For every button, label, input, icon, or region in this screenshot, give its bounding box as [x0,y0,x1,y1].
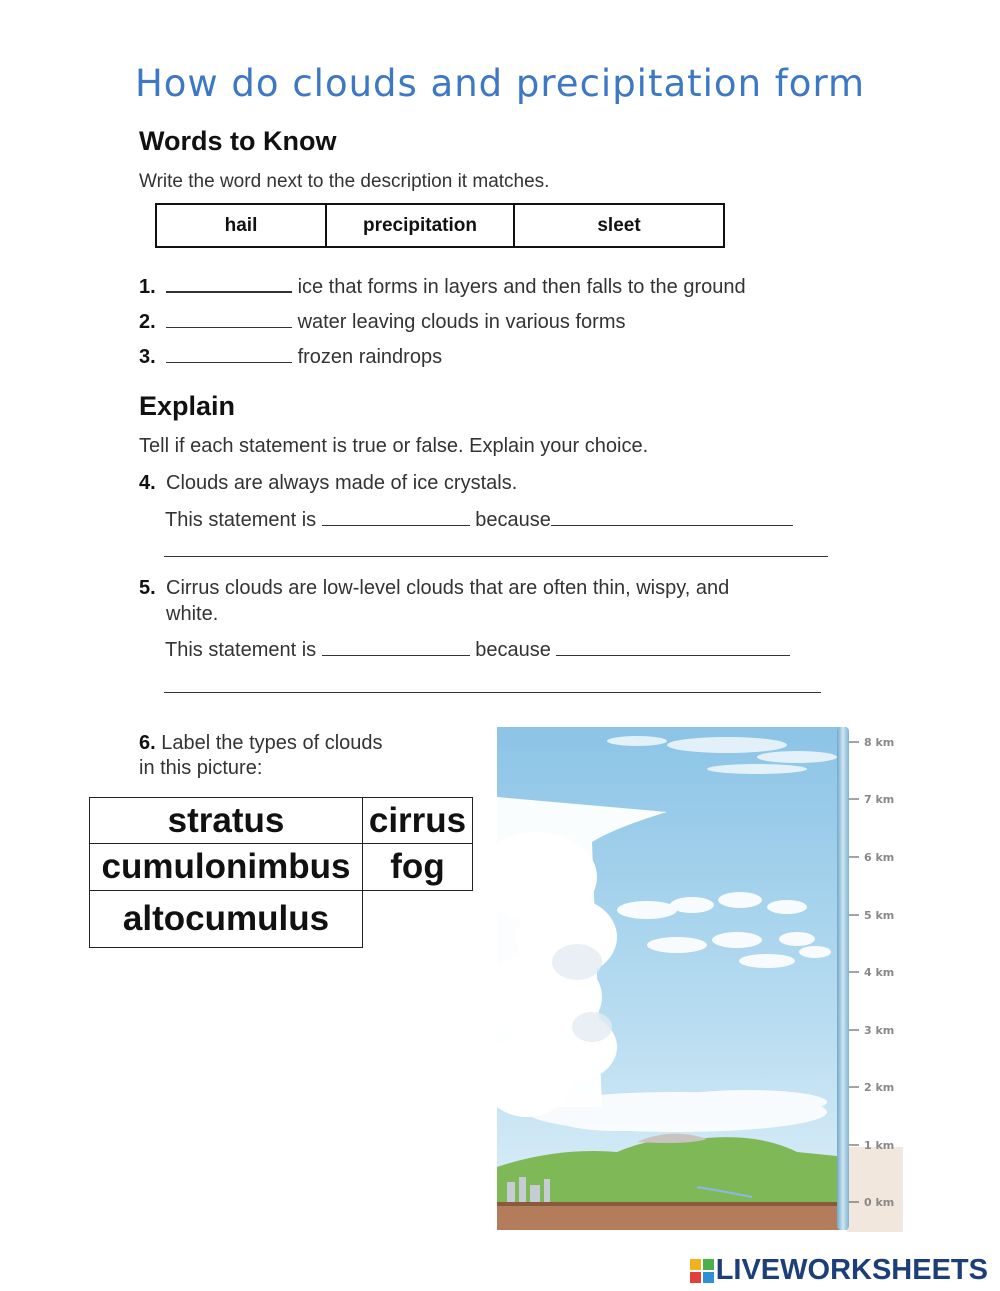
question-3 [139,344,442,369]
label-fog[interactable]: fog [362,843,473,891]
scale-label-7: 7 km [864,793,895,806]
scale-label-1: 1 km [864,1139,895,1152]
q4-true-false-blank[interactable] [322,507,470,526]
q4-answer-line [165,507,793,532]
q5-true-false-blank[interactable] [322,637,470,656]
question-6 [139,731,383,781]
q5-reason-line-2[interactable] [164,692,821,693]
question-text: Cirrus clouds are low-level clouds that are often thin, wispy, and [166,577,730,599]
q4-reason-blank[interactable] [551,507,793,526]
label-cumulonimbus[interactable]: cumulonimbus [89,843,363,891]
q5-reason-blank[interactable] [556,637,790,656]
question-number: 1. [139,276,156,298]
liveworksheets-logo [690,1254,988,1287]
explain-instruction: Tell if each statement is true or false. Explain your choice. [139,435,649,457]
question-number: 3. [139,346,156,368]
logo-icon [690,1259,714,1283]
question-4 [139,472,517,495]
explain-heading: Explain [139,391,236,421]
word-bank-precipitation: precipitation [327,205,515,246]
word-bank [155,203,725,248]
question-text: Label the types of clouds [161,732,383,754]
soil [497,1202,847,1230]
scale-label-4: 4 km [864,966,895,979]
label-stratus[interactable]: stratus [89,797,363,844]
question-number: 5. [139,577,156,599]
question-text: frozen raindrops [297,346,443,368]
page-title: How do clouds and precipitation form [134,62,866,105]
answer-blank-2[interactable] [166,309,292,328]
label-cirrus[interactable]: cirrus [362,797,473,844]
scale-label-8: 8 km [864,736,895,749]
question-5 [139,575,729,627]
words-instruction: Write the word next to the description it matches. [139,171,550,192]
answer-blank-1[interactable] [166,273,292,293]
word-bank-sleet: sleet [597,214,641,236]
scale-label-6: 6 km [864,851,895,864]
question-2 [139,309,625,334]
question-text: Clouds are always made of ice crystals. [166,472,518,494]
scale-label-0: 0 km [864,1196,895,1209]
question-text: water leaving clouds in various forms [297,311,626,333]
word-bank-hail: hail [157,205,327,246]
statement-prefix: This statement is [165,509,317,531]
statement-prefix: This statement is [165,639,317,661]
scale-label-2: 2 km [864,1081,895,1094]
label-altocumulus[interactable]: altocumulus [89,890,363,948]
question-number: 6. [139,732,156,754]
because-label: because [475,509,551,531]
answer-blank-3[interactable] [166,344,292,363]
question-text-cont: white. [166,603,219,625]
scale-label-5: 5 km [864,909,895,922]
question-number: 4. [139,472,156,494]
question-1 [139,273,746,299]
question-text: ice that forms in layers and then falls to the ground [297,276,746,298]
because-label: because [475,639,551,661]
cloud-diagram [497,727,903,1232]
altitude-scale [837,727,849,1230]
question-text-cont: in this picture: [139,757,263,779]
scale-label-3: 3 km [864,1024,895,1037]
q4-reason-line-2[interactable] [164,556,828,557]
question-number: 2. [139,311,156,333]
words-heading: Words to Know [139,126,337,156]
q5-answer-line [165,637,790,662]
logo-text: LIVEWORKSHEETS [715,1254,988,1286]
